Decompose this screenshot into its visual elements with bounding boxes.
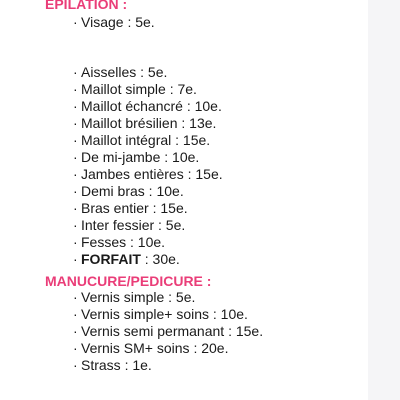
bullet: · [73,115,78,131]
item-name: Inter fessier [81,217,155,233]
price-item-maillot-echancre [73,98,223,115]
item-price: : 7e. [165,81,197,97]
item-price: : 10e. [209,306,248,322]
item-price: : 30e. [140,251,180,267]
item-price: : 5e. [164,289,196,305]
item-price: : 5e. [136,64,168,80]
item-name: Maillot simple [81,81,166,97]
item-price: : 10e. [144,183,184,199]
bullet: · [73,200,78,216]
price-item-forfait [73,251,223,268]
bullet: · [73,183,78,199]
bullet: · [73,98,78,114]
manucure-pedicure-list [73,289,263,374]
item-name: Vernis SM+ soins [81,340,190,356]
item-price: : 5e. [154,217,186,233]
bullet: · [73,64,78,80]
item-price: : 15e. [183,166,223,182]
item-name: FORFAIT [81,251,141,267]
section-title-epilation: EPILATION : [45,0,128,12]
price-item-visage [73,14,155,31]
price-item-vernis-simple-soins [73,306,263,323]
price-item-aisselles [73,64,223,81]
bullet: · [73,81,78,97]
price-item-demi-bras [73,183,223,200]
price-item-strass [73,357,263,374]
item-name: Maillot échancré [81,98,183,114]
item-price: : 10e. [126,234,166,250]
item-price: : 10e. [182,98,222,114]
price-item-inter-fessier [73,217,223,234]
price-item-vernis-semi-permanant [73,323,263,340]
item-name: Bras entier [81,200,149,216]
epilation-body-list [73,64,223,268]
item-price: : 5e. [123,14,155,30]
item-name: Maillot brésilien [81,115,178,131]
bullet: · [73,289,78,305]
price-item-vernis-simple [73,289,263,306]
bullet: · [73,132,78,148]
item-price: : 20e. [189,340,229,356]
price-item-bras-entier [73,200,223,217]
price-item-vernis-sm-soins [73,340,263,357]
item-name: Demi bras [81,183,145,199]
bullet: · [73,14,78,30]
price-item-fesses [73,234,223,251]
item-name: Fesses [81,234,127,250]
price-item-maillot-bresilien [73,115,223,132]
bullet: · [73,306,78,322]
item-name: Maillot intégral [81,132,172,148]
item-price: : 15e. [148,200,188,216]
bullet: · [73,149,78,165]
item-name: De mi-jambe [81,149,161,165]
item-name: Vernis semi permanant [81,323,225,339]
side-panel [368,0,400,400]
bullet: · [73,323,78,339]
bullet: · [73,234,78,250]
price-item-demi-jambe [73,149,223,166]
item-name: Strass [81,357,121,373]
price-item-maillot-integral [73,132,223,149]
section-title-manucure-pedicure: MANUCURE/PEDICURE : [45,273,212,289]
bullet: · [73,166,78,182]
item-name: Jambes entières [81,166,184,182]
item-name: Vernis simple [81,289,165,305]
epilation-face-list [73,14,155,31]
item-name: Vernis simple+ soins [81,306,210,322]
bullet: · [73,340,78,356]
item-price: : 13e. [177,115,217,131]
item-price: : 15e. [171,132,211,148]
item-name: Visage [81,14,124,30]
item-price: : 15e. [224,323,264,339]
bullet: · [73,251,78,267]
price-item-maillot-simple [73,81,223,98]
item-price: : 10e. [160,149,200,165]
item-name: Aisselles [81,64,137,80]
price-item-jambes-entieres [73,166,223,183]
bullet: · [73,217,78,233]
item-price: : 1e. [120,357,152,373]
bullet: · [73,357,78,373]
